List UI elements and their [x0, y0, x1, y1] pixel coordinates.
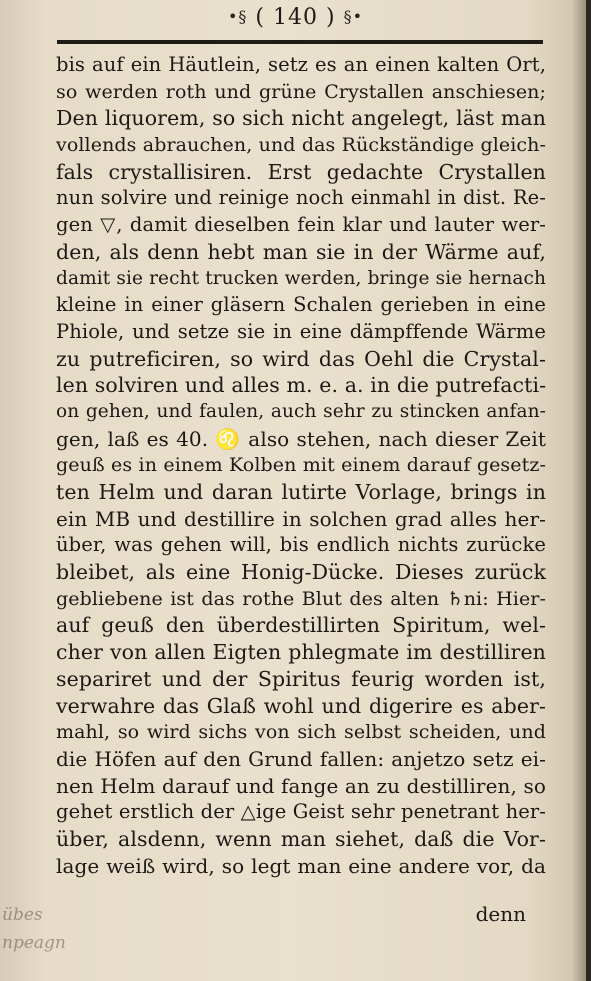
text-line: mahl, so wird sichs von sich selbst scheiden, und [56, 721, 546, 744]
text-line: so werden roth und grüne Crystallen anschiesen; [56, 80, 546, 103]
text-line: zu putreficiren, so wird das Oehl die Crystal- [56, 346, 546, 371]
right-ornament: §• [343, 7, 364, 26]
text-line: ten Helm und daran lutirte Vorlage, brings in [56, 480, 546, 504]
text-line: Den liquorem, so sich nicht angelegt, läst man [56, 106, 546, 131]
text-line: Phiole, und setze sie in eine dämpffende Wärme [56, 319, 546, 343]
text-line: bis auf ein Häutlein, setz es an einen kalten Ort, [56, 53, 546, 76]
bleed-through-text: übes [2, 905, 43, 925]
text-line: ein MB und destillire in solchen grad alles her- [56, 506, 546, 531]
text-line: on gehen, und faulen, auch sehr zu stincken anfan- [56, 400, 546, 422]
text-line: damit sie recht trucken werden, bringe sie hernach [56, 267, 546, 289]
header-rule [57, 40, 543, 44]
page-header [0, 2, 586, 32]
body-text [56, 52, 546, 879]
text-line: geuß es in einem Kolben mit einem darauf gesetz- [56, 454, 546, 477]
text-line: separiret und der Spiritus feurig worden ist, [56, 666, 546, 691]
text-line: gehet erstlich der △ige Geist sehr penetrant her- [56, 800, 546, 824]
text-line: gen ▽, damit dieselben fein klar und lauter wer- [56, 213, 546, 237]
text-line: cher von allen Eigten phlegmate im destilliren [56, 640, 546, 665]
text-line: gen, laß es 40. ♌ also stehen, nach dieser Zeit [56, 426, 546, 451]
text-line: lage weiß wird, so legt man eine andere vor, da [56, 853, 546, 878]
left-ornament: •§ [227, 7, 248, 26]
text-line: die Höfen auf den Grund fallen: anjetzo setz ei- [56, 746, 546, 771]
text-line: über, alsdenn, wenn man siehet, daß die Vor- [56, 826, 546, 851]
page-edge-shadow [572, 0, 586, 981]
text-line: gebliebene ist das rothe Blut des alten ♄ni: Hier- [56, 587, 546, 610]
text-line: verwahre das Glaß wohl und digerire es aber- [56, 693, 546, 718]
text-line: nun solvire und reinige noch einmahl in dist. Re- [56, 186, 546, 210]
bleed-through-text: npeagn [2, 933, 66, 953]
catchword: denn [475, 902, 526, 926]
text-line: nen Helm darauf und fange an zu destilliren, so [56, 773, 546, 798]
text-line: bleibet, als eine Honig-Dücke. Dieses zurück [56, 560, 546, 585]
text-line: auf geuß den überdestillirten Spiritum, wel- [56, 613, 546, 638]
text-line: kleine in einer gläsern Schalen gerieben in eine [56, 293, 546, 317]
text-line: vollends abrauchen, und das Rückständige gleich- [56, 134, 546, 157]
page-number: ( 140 ) [255, 5, 336, 30]
text-line: über, was gehen will, bis endlich nichts zurücke [56, 533, 546, 557]
text-line: len solviren und alles m. e. a. in die putrefacti- [56, 373, 547, 398]
text-line: fals crystallisiren. Erst gedachte Crystallen [56, 159, 546, 184]
text-line: den, als denn hebt man sie in der Wärme auf, [56, 239, 546, 264]
